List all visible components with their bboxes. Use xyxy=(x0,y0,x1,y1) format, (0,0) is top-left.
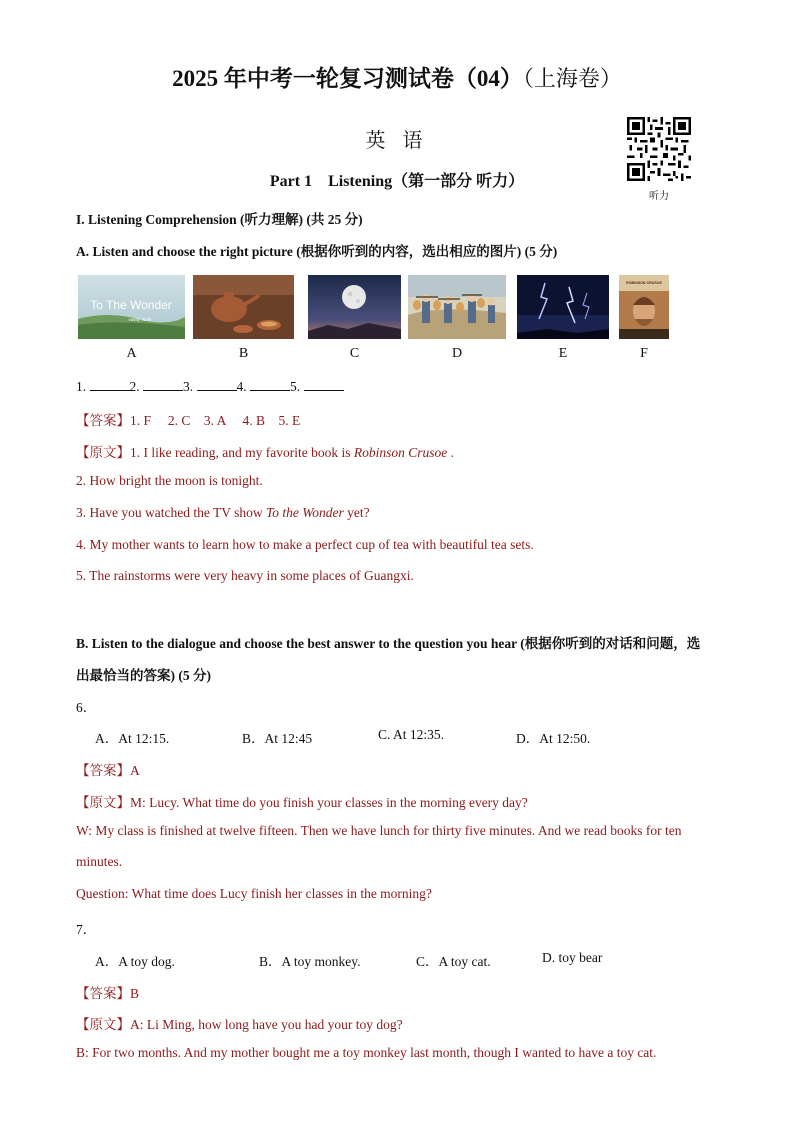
blank-label: 2. xyxy=(129,379,140,394)
q6-option-d[interactable]: D．At 12:50. xyxy=(516,731,591,746)
answer-text: 1. F 2. C 3. A 4. B 5. E xyxy=(130,413,301,428)
script-label: 【原文】 xyxy=(76,445,130,460)
q6-option-c[interactable]: C. At 12:35. xyxy=(378,727,445,742)
script-text: M: Lucy. What time do you finish your classes in the morning every day? xyxy=(130,795,528,810)
picture-a-sub: vastly Wide xyxy=(128,317,152,322)
q7-option-c[interactable]: C．A toy cat. xyxy=(416,954,491,969)
q6-script-2: W: My class is finished at twelve fifteen. Then we have lunch for thirty five minutes. And we read books for ten xyxy=(76,823,682,838)
q7-script-1 xyxy=(76,1013,403,1033)
script-line-4: 4. My mother wants to learn how to make a perfect cup of tea with beautiful tea sets. xyxy=(76,537,534,552)
script-line-1 xyxy=(76,441,454,461)
q6-option-a[interactable]: A．At 12:15. xyxy=(95,731,170,746)
q7-option-a[interactable]: A．A toy dog. xyxy=(95,954,175,969)
blank-3[interactable] xyxy=(197,378,237,391)
blank-label: 3. xyxy=(183,379,194,394)
picture-label-f: F xyxy=(640,346,648,361)
picture-f-title: ROBINSON CRUSOE xyxy=(626,281,662,285)
answer-label: 【答案】 xyxy=(76,763,130,778)
picture-a xyxy=(78,275,185,339)
blank-4[interactable] xyxy=(250,378,290,391)
script-label: 【原文】 xyxy=(76,795,130,810)
answer-text: A xyxy=(130,763,140,778)
blank-1[interactable] xyxy=(90,378,130,391)
picture-label-b: B xyxy=(238,346,249,361)
part-a-heading: A. Listen and choose the right picture (根据你听到的内容，选出相应的图片) (5 分) xyxy=(76,244,558,259)
picture-d xyxy=(408,275,506,339)
blank-label: 1. xyxy=(76,379,87,394)
title-main: 2025 年中考一轮复习测试卷（04） xyxy=(172,66,523,91)
answer-text: B xyxy=(130,986,140,1001)
question-6-number: 6． xyxy=(76,700,97,715)
title-paren: （上海卷） xyxy=(522,66,622,91)
show-title: To the Wonder xyxy=(265,505,344,520)
page-title xyxy=(0,60,794,93)
answer-label: 【答案】 xyxy=(76,413,130,428)
script-line-2: 2. How bright the moon is tonight. xyxy=(76,473,263,488)
q7-option-b[interactable]: B．A toy monkey. xyxy=(259,954,361,969)
answer-blanks xyxy=(76,378,344,395)
script-text: 3. Have you watched the TV show xyxy=(76,505,266,520)
picture-b xyxy=(193,275,294,339)
picture-a-title: To The Wonder xyxy=(90,298,172,312)
script-line-3 xyxy=(76,505,370,521)
qr-code-icon[interactable] xyxy=(627,117,691,181)
answer-a xyxy=(76,409,300,429)
q7-answer xyxy=(76,982,139,1002)
answer-label: 【答案】 xyxy=(76,986,130,1001)
blank-5[interactable] xyxy=(304,378,344,391)
subject-title: 英 语 xyxy=(365,130,429,152)
q6-script-1 xyxy=(76,791,528,811)
part-b-heading-2: 出最恰当的答案) (5 分) xyxy=(76,668,211,683)
q7-script-2: B: For two months. And my mother bought me a toy monkey last month, though I wanted to have a toy cat. xyxy=(76,1045,657,1060)
qr-label: 听力 xyxy=(649,191,669,202)
blank-2[interactable] xyxy=(143,378,183,391)
picture-label-d: D xyxy=(451,346,463,361)
q6-option-b[interactable]: B．At 12:45 xyxy=(242,731,313,746)
part-b-heading-1: B. Listen to the dialogue and choose the best answer to the question you hear (根据你听到的对话和问题，选 xyxy=(76,636,701,651)
script-line-5: 5. The rainstorms were very heavy in some places of Guangxi. xyxy=(76,568,414,583)
picture-c xyxy=(308,275,401,339)
script-text: yet? xyxy=(343,505,370,520)
script-text: . xyxy=(447,445,454,460)
blank-label: 4. xyxy=(236,379,247,394)
script-text: 1. I like reading, and my favorite book is xyxy=(130,445,354,460)
q6-script-3: minutes. xyxy=(76,854,123,869)
q7-option-d[interactable]: D. toy bear xyxy=(542,950,603,965)
picture-label-c: C xyxy=(349,346,360,361)
script-text: A: Li Ming, how long have you had your toy dog? xyxy=(130,1017,403,1032)
section-heading: I. Listening Comprehension (听力理解) (共 25 分) xyxy=(76,212,363,227)
blank-label: 5. xyxy=(290,379,301,394)
script-label: 【原文】 xyxy=(76,1017,130,1032)
picture-label-a: A xyxy=(126,346,137,361)
q6-script-4: Question: What time does Lucy finish her classes in the morning? xyxy=(76,886,432,901)
book-title: Robinson Crusoe xyxy=(353,445,448,460)
picture-label-e: E xyxy=(558,346,568,361)
q6-answer xyxy=(76,759,140,779)
picture-e xyxy=(517,275,609,339)
question-7-number: 7． xyxy=(76,922,97,937)
picture-f xyxy=(619,275,669,339)
part-heading: Part 1 Listening（第一部分 听力） xyxy=(269,173,525,190)
